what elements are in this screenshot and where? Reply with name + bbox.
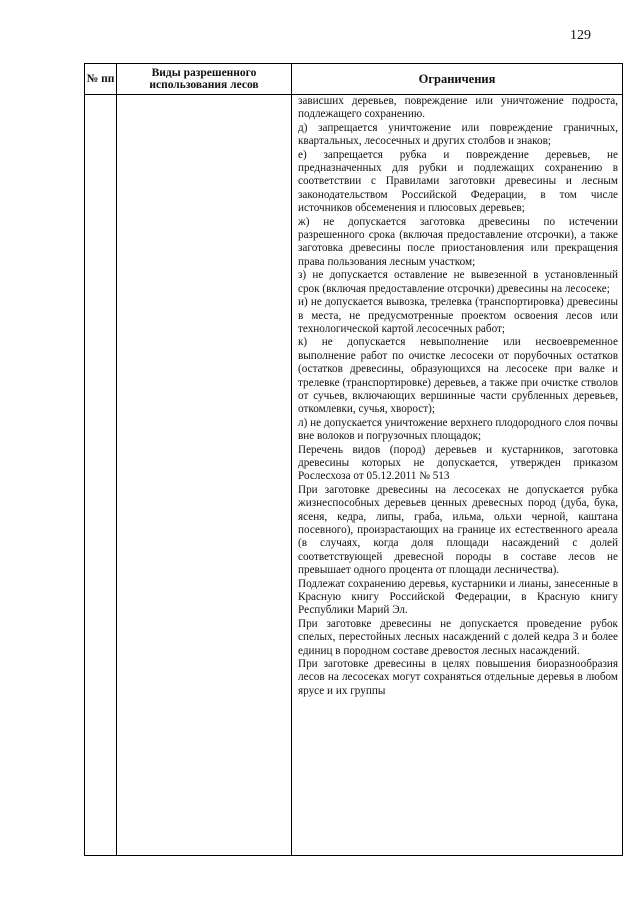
restriction-paragraph: При заготовке древесины в целях повышения биоразнообразия лесов на лесосеках могут сохраняться отдельные деревья в любом ярусе и их группы (298, 658, 618, 697)
page-number: 129 (570, 28, 591, 43)
header-number: № пп (85, 64, 117, 95)
restriction-paragraph: з) не допускается оставление не вывезенной в установленный срок (включая предоставление отсрочки) древесины на лесосеке; (298, 269, 618, 295)
restriction-paragraph: Перечень видов (пород) деревьев и кустарников, заготовка древесины которых не допускается, утвержден приказом Рослесхоза от 05.12.2011 № 513 (298, 443, 618, 483)
cell-restrictions (292, 95, 623, 856)
restriction-paragraph: е) запрещается рубка и повреждение деревьев, не предназначенных для рубки и подлежащих сохранению в соответствии с Правилами заготовки древесины и лесным законодательством Российской Федерации, в том числе источников обсеменения и плюсовых деревьев; (298, 148, 618, 215)
table-row (85, 95, 623, 856)
table-header-row (85, 64, 623, 95)
restriction-paragraph: зависших деревьев, повреждение или уничтожение подроста, подлежащего сохранению. (298, 95, 618, 121)
restriction-paragraph: При заготовке древесины на лесосеках не допускается рубка жизнеспособных деревьев ценных древесных пород (дуба, бука, ясеня, кедра, липы, граба, ильма, ольхи черной, каштана посевного), произрастающих на границе их естественного ареала (в случаях, когда доля площади насаждений с долей соответствующей древесной породы в составе лесов не превышает одного процента от площади лесничества). (298, 483, 618, 577)
restriction-paragraph: л) не допускается уничтожение верхнего плодородного слоя почвы вне волоков и погрузочных площадок; (298, 416, 618, 443)
restriction-paragraph: Подлежат сохранению деревья, кустарники и лианы, занесенные в Красную книгу Российской Федерации, в Красную книгу Республики Марий Эл. (298, 577, 618, 617)
restriction-paragraph: ж) не допускается заготовка древесины по истечении разрешенного срока (включая предоставление отсрочки), а также заготовка древесины после приостановления или прекращения права пользования лесным участком; (298, 215, 618, 268)
restriction-paragraph: к) не допускается невыполнение или несвоевременное выполнение работ по очистке лесосеки от порубочных остатков (остатков древесины, образующихся на лесосеке при валке и трелевке (транспортировке) деревьев, а также при очистке стволов от сучьев, включающих вершинные части срубленных деревьев, откомлевки, сучья, хворост); (298, 336, 618, 416)
restriction-paragraph: д) запрещается уничтожение или повреждение граничных, квартальных, лесосечных и других столбов и знаков; (298, 121, 618, 148)
restrictions-table (84, 63, 623, 856)
cell-forest-use-type (117, 95, 292, 856)
header-restrictions: Ограничения (292, 64, 623, 95)
header-forest-use-types: Виды разрешенного использования лесов (117, 64, 292, 95)
restriction-paragraph: При заготовке древесины не допускается проведение рубок спелых, перестойных лесных насаждений с долей кедра 3 и более единиц в породном составе древостоя лесных насаждений. (298, 617, 618, 657)
restriction-paragraph: и) не допускается вывозка, трелевка (транспортировка) древесины в места, не предусмотренные проектом освоения лесов или технологической картой лесосечных работ; (298, 296, 618, 335)
cell-number (85, 95, 117, 856)
